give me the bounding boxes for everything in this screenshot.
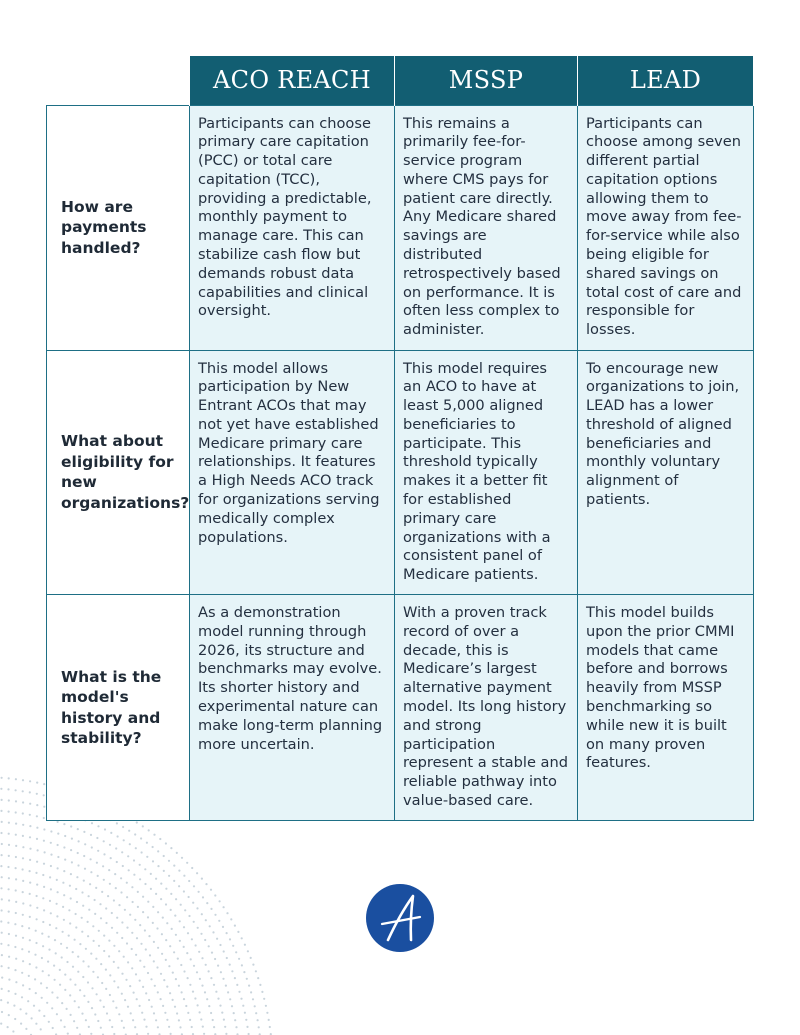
table-row (47, 595, 754, 821)
header-row (47, 56, 754, 105)
row-question: What about eligibility for new organizations? (47, 350, 190, 595)
header-lead: LEAD (578, 56, 754, 105)
row-question: How are payments handled? (47, 105, 190, 350)
table-cell: This model builds upon the prior CMMI models that came before and borrows heavily from MSSP benchmarking so while new it is built on many proven features. (578, 595, 754, 821)
header-aco-reach: ACO REACH (190, 56, 395, 105)
table-cell: This remains a primarily fee-for-service program where CMS pays for patient care directly. Any Medicare shared savings are distributed retrospectively based on performance. It is often less complex to administer. (395, 105, 578, 350)
row-question: What is the model's history and stability? (47, 595, 190, 821)
table-cell: This model requires an ACO to have at least 5,000 aligned beneficiaries to participate. This threshold typically makes it a better fit for established primary care organizations with a consistent panel of Medicare patients. (395, 350, 578, 595)
header-blank-cell (47, 56, 190, 105)
table-cell: Participants can choose among seven different partial capitation options allowing them to move away from fee-for-service while also being eligible for shared savings on total cost of care and responsible for losses. (578, 105, 754, 350)
table-cell: With a proven track record of over a decade, this is Medicare’s largest alternative payment model. Its long history and strong participation represent a stable and reliable pathway into value-based care. (395, 595, 578, 821)
table-cell: To encourage new organizations to join, LEAD has a lower threshold of aligned beneficiaries and monthly voluntary alignment of patients. (578, 350, 754, 595)
table-cell: This model allows participation by New Entrant ACOs that may not yet have established Medicare primary care relationships. It features a High Needs ACO track for organizations serving medically complex populations. (190, 350, 395, 595)
table-row (47, 105, 754, 350)
brand-logo (366, 884, 434, 952)
table-row (47, 350, 754, 595)
comparison-table (46, 56, 754, 821)
table-cell: Participants can choose primary care capitation (PCC) or total care capitation (TCC), providing a predictable, monthly payment to manage care. This can stabilize cash flow but demands robust data capabilities and clinical oversight. (190, 105, 395, 350)
table-cell: As a demonstration model running through 2026, its structure and benchmarks may evolve. Its shorter history and experimental nature can make long-term planning more uncertain. (190, 595, 395, 821)
header-mssp: MSSP (395, 56, 578, 105)
